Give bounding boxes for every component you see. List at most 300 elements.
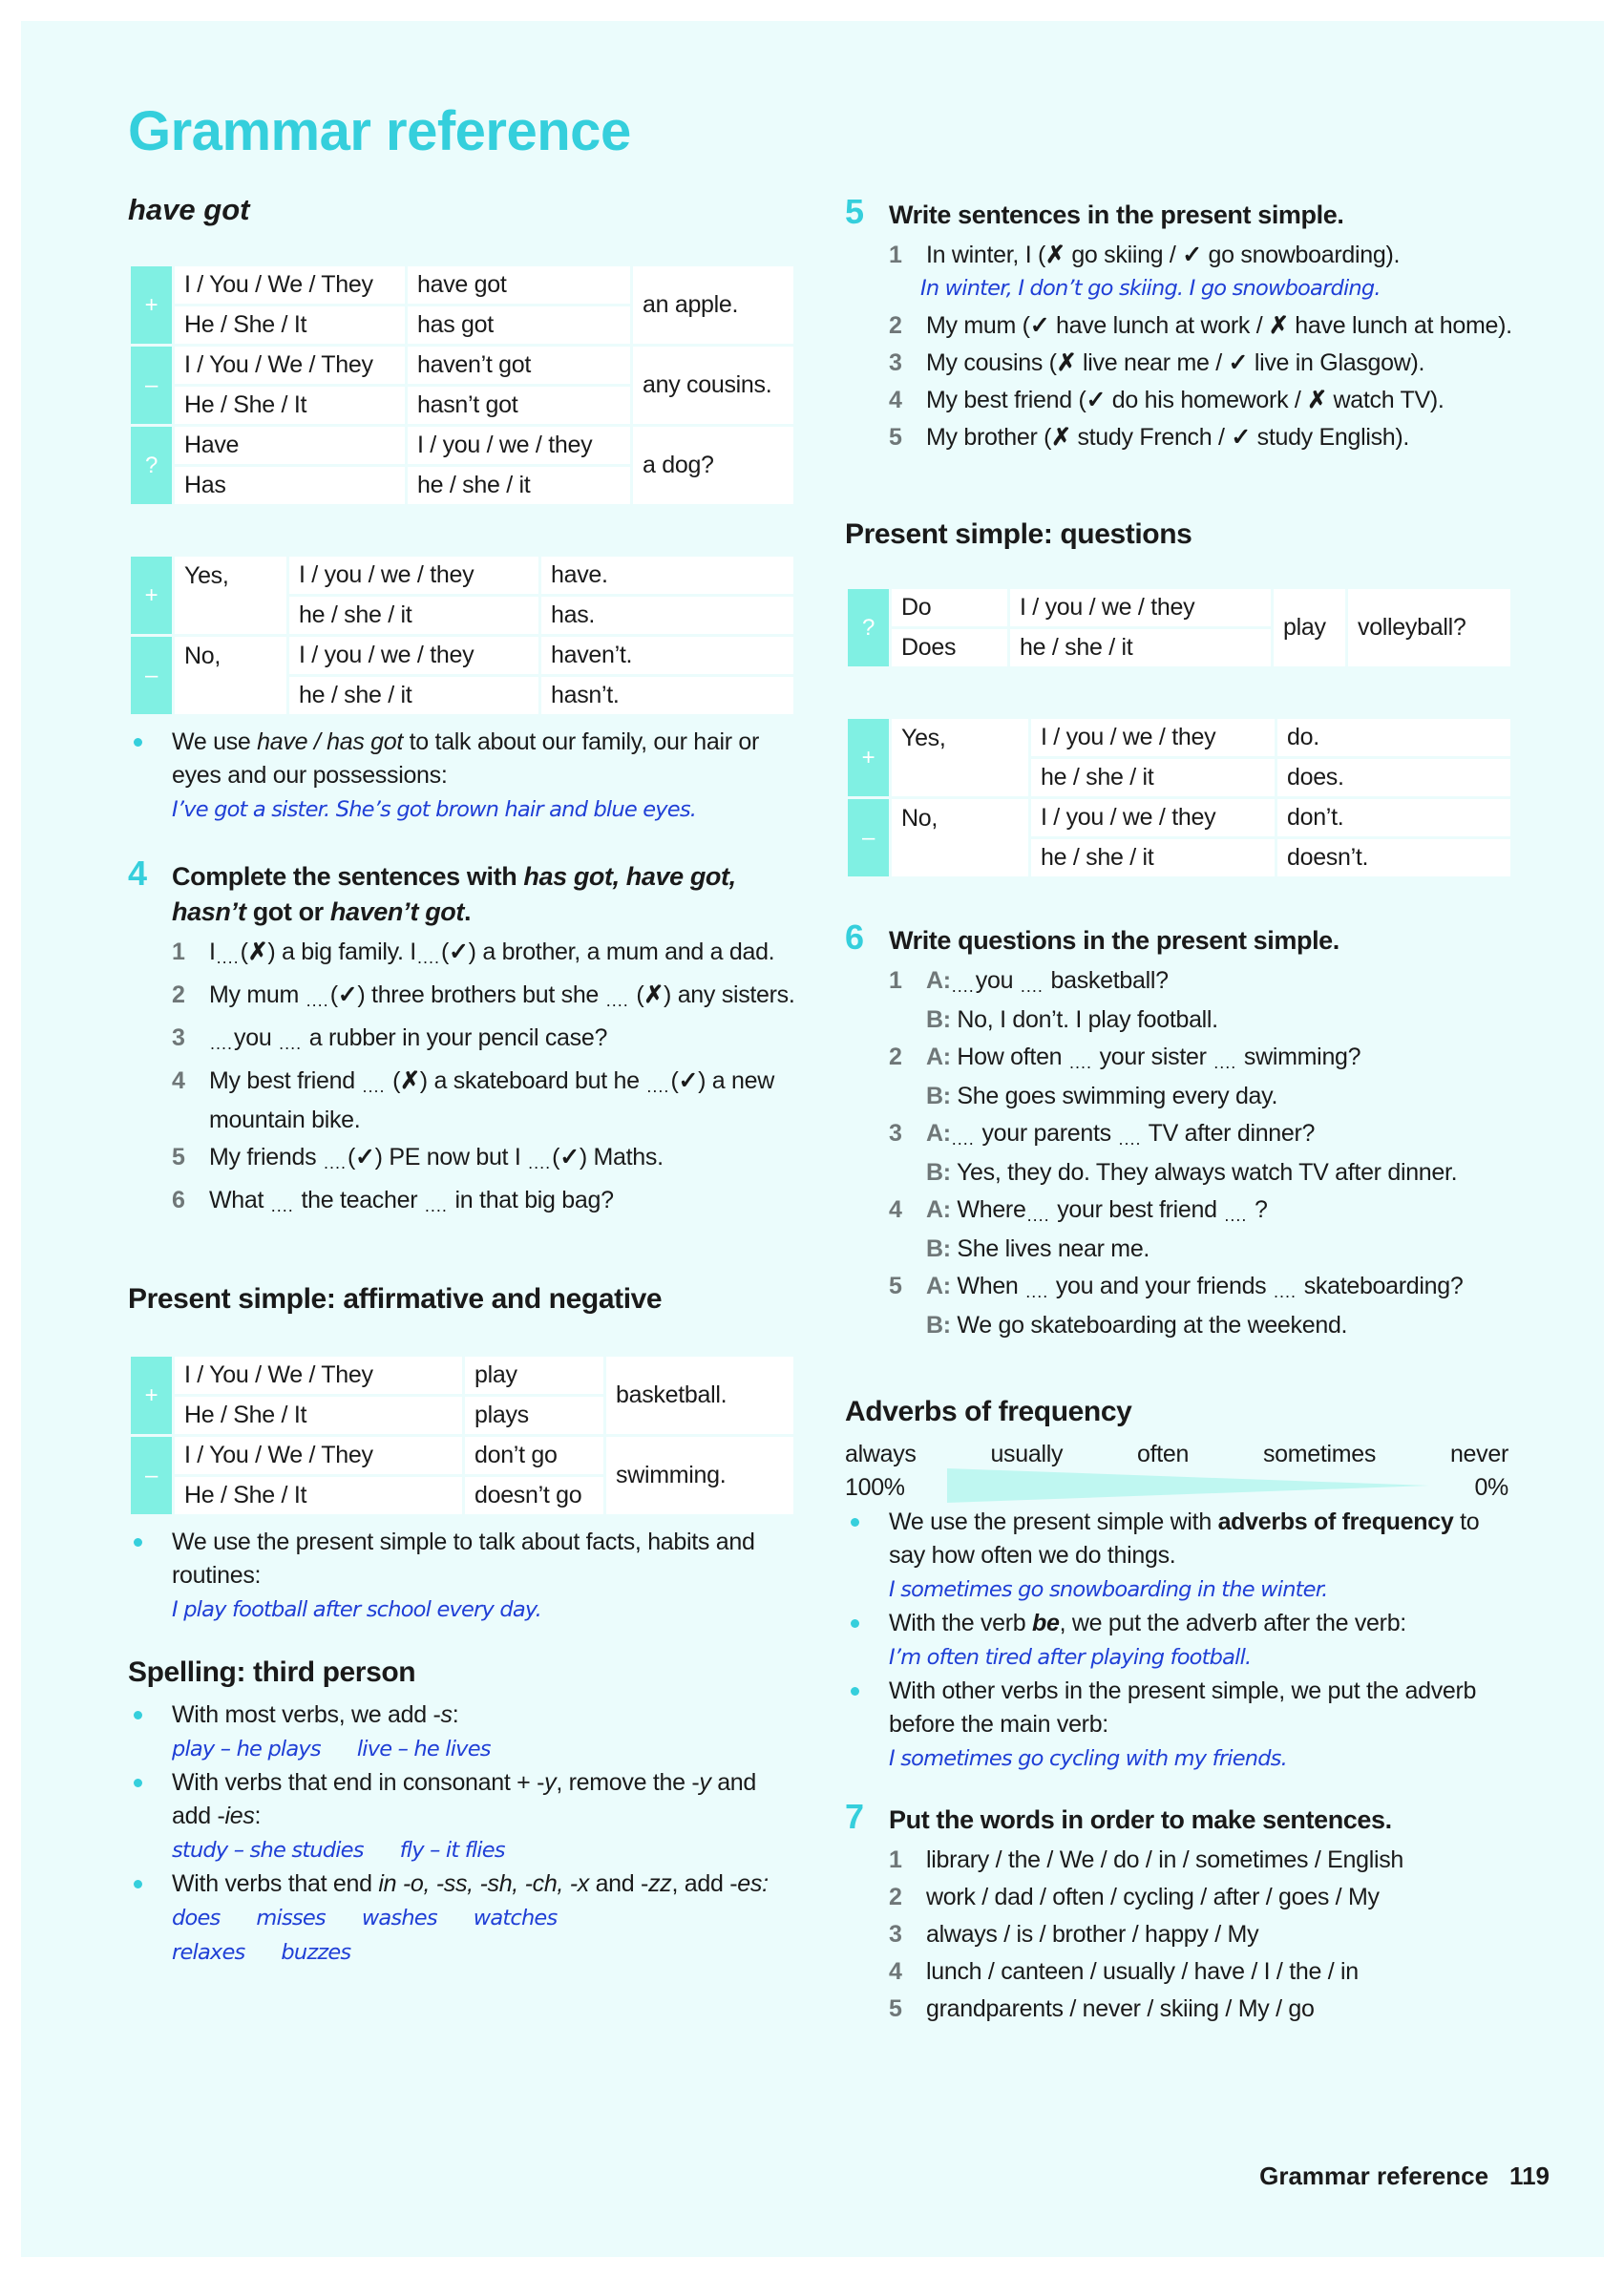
table-cell: Do [891, 588, 1009, 628]
example-text: I’m often tired after playing football. [889, 1645, 1252, 1670]
text-run: We use the present simple to talk about facts, habits and routines: [172, 1529, 755, 1589]
example-text: I’ve got a sister. She’s got brown hair and blue eyes. [172, 797, 697, 822]
text-run: , remove the - [556, 1769, 700, 1796]
exercise-number: 7 [845, 1797, 864, 1836]
tick-cross-mark: ✓ [449, 939, 469, 965]
page-title: Grammar reference [128, 100, 631, 162]
bullet-note [845, 1506, 1513, 1607]
text-run: ) PE now but I [374, 1144, 528, 1171]
text-run: go skiing / [1065, 242, 1183, 268]
exercise-7 [845, 1797, 1513, 2030]
exercise-6 [845, 918, 1513, 1346]
exercise-item [172, 1022, 796, 1061]
text-run: skateboarding? [1297, 1273, 1464, 1299]
item-text [926, 347, 1513, 380]
text-run: I [209, 939, 216, 965]
item-text [209, 1065, 796, 1137]
answer-blank: .... [1068, 1053, 1092, 1072]
exercise-instruction [845, 1797, 1513, 1838]
item-number: 1 [889, 242, 902, 268]
text-run: watch TV). [1326, 387, 1445, 413]
text-run: Write sentences in the present simple. [889, 200, 1344, 229]
table-row [130, 1356, 795, 1396]
text-run: work / dad / often / cycling / after / goes / My [926, 1884, 1380, 1910]
speaker-label: A: [926, 1273, 951, 1299]
text-run: study English). [1250, 424, 1410, 451]
table-row [130, 1436, 795, 1476]
section-heading-spelling: Spelling: third person [128, 1656, 416, 1688]
item-number: 1 [172, 939, 185, 965]
exercise-items [128, 936, 796, 1223]
adverbs-notes [845, 1506, 1513, 1776]
tick-cross-mark: ✓ [1228, 349, 1249, 376]
answer-blank: .... [528, 1153, 552, 1172]
text-run: We use the present simple with [889, 1508, 1218, 1535]
tick-cross-mark: ✗ [643, 981, 664, 1008]
table-cell: Does [891, 628, 1009, 668]
table-row [847, 588, 1512, 628]
tick-cross-mark: ✓ [559, 1144, 580, 1171]
frequency-wedge-graphic [947, 1466, 1434, 1505]
text-run: My mum ( [926, 312, 1030, 339]
table-cell: do. [1276, 718, 1512, 758]
exercise-item [889, 1993, 1513, 2026]
text-run: ) a new mountain bike. [209, 1067, 775, 1133]
bullet-note [128, 1867, 796, 1970]
text-run: got or [245, 897, 330, 926]
table-cell: I / you / we / they [407, 426, 632, 466]
table-cell: He / She / It [174, 1396, 464, 1436]
text-run: to talk about our family, our hair or eyes and our possessions: [172, 728, 760, 789]
page-footer [1259, 2162, 1550, 2191]
item-number: 2 [889, 1884, 902, 1910]
text-run: and - [588, 1870, 649, 1897]
item-text [926, 1918, 1513, 1951]
exercise-item [889, 1881, 1513, 1914]
table-cell: plays [464, 1396, 605, 1436]
text-run: With other verbs in the present simple, we put the adverb before the main verb: [889, 1677, 1477, 1738]
text-run: We use [172, 728, 258, 755]
text-run: ( [347, 1144, 356, 1171]
text-run: My cousins ( [926, 349, 1057, 376]
text-run: ) a skateboard but he [419, 1067, 646, 1094]
answer-blank: .... [1020, 977, 1044, 996]
answer-blank: .... [951, 1129, 975, 1149]
tail-cell: swimming. [605, 1436, 795, 1516]
item-text [926, 309, 1513, 343]
text-run: you [234, 1024, 279, 1051]
text-run: your parents [975, 1120, 1118, 1147]
symbol-cell: – [847, 798, 891, 878]
frequency-wedge [947, 1468, 1429, 1503]
section-heading-questions: Present simple: questions [845, 518, 1192, 550]
exercise-number: 5 [845, 192, 864, 231]
tail-cell: a dog? [632, 426, 795, 506]
text-run: ) a big family. I [267, 939, 416, 965]
table-cell: I / you / we / they [288, 556, 540, 596]
item-text [926, 1993, 1513, 2026]
tick-cross-mark: ✗ [1056, 349, 1077, 376]
exercise-instruction [845, 192, 1513, 233]
answer-blank: .... [951, 977, 975, 996]
speaker-label: A: [926, 1196, 951, 1223]
scale-word-usually: usually [990, 1441, 1064, 1467]
table-cell: hasn’t got [407, 386, 632, 426]
tail-cell: an apple. [632, 265, 795, 346]
item-number: 1 [889, 967, 902, 994]
bold-italic-text: has got, have got, hasn’t [172, 862, 736, 926]
text-run: Put the words in order to make sentences. [889, 1805, 1392, 1834]
speaker-label: B: [926, 1312, 951, 1339]
exercise-number: 6 [845, 918, 864, 957]
footer-label: Grammar reference [1259, 2162, 1489, 2190]
example-line [172, 1901, 796, 1935]
bullet-text [172, 726, 796, 792]
item-number: 5 [889, 1995, 902, 2022]
bullet-text [889, 1675, 1513, 1741]
example-line [172, 1592, 796, 1627]
text-run: , we put the adverb after the verb: [1059, 1610, 1406, 1636]
example-text: buzzes [281, 1940, 351, 1965]
table-row [130, 346, 795, 386]
exercise-instruction [128, 854, 796, 930]
text-run: grandparents / never / skiing / My / go [926, 1995, 1315, 2022]
scale-end-percent: 0% [1474, 1474, 1508, 1501]
text-run: live near me / [1076, 349, 1229, 376]
exercise-number: 4 [128, 854, 147, 893]
text-run: No, I don’t. I play football. [950, 1006, 1218, 1033]
text-run: In winter, I ( [926, 242, 1046, 268]
speaker-label: A: [926, 967, 951, 994]
text-run: When [950, 1273, 1025, 1299]
exercise-item [889, 347, 1513, 380]
text-run: Complete the sentences with [172, 862, 524, 891]
example-text: I play football after school every day. [172, 1597, 541, 1622]
example-text: washes [361, 1906, 437, 1930]
table-cell: he / she / it [288, 596, 540, 636]
table-cell: I / You / We / They [174, 1436, 464, 1476]
item-text [209, 1022, 796, 1061]
item-number: 2 [889, 312, 902, 339]
tick-cross-mark: ✓ [1231, 424, 1251, 451]
answer-blank: .... [1274, 1282, 1297, 1301]
dialogue-line [926, 1270, 1513, 1309]
exercise-4 [128, 854, 796, 1227]
exercise-item [172, 979, 796, 1018]
scale-word-often: often [1137, 1441, 1190, 1467]
tick-cross-mark: ✓ [1086, 387, 1107, 413]
exercise-item [889, 1193, 1513, 1266]
bullet-text [889, 1607, 1513, 1640]
answer-blank: .... [1025, 1282, 1049, 1301]
text-run: always / is / brother / happy / My [926, 1921, 1259, 1948]
speaker-label: A: [926, 1120, 951, 1147]
symbol-cell: + [130, 1356, 174, 1436]
symbol-cell: + [847, 718, 891, 798]
item-number: 2 [172, 981, 185, 1008]
dialogue-line [926, 964, 1513, 1003]
table-row [847, 798, 1512, 838]
bold-italic-text: haven’t got [329, 897, 464, 926]
exercise-item [172, 1065, 796, 1137]
answer-blank: .... [1213, 1053, 1237, 1072]
questions-short-answers-table [845, 716, 1513, 879]
answer-blank: .... [605, 991, 629, 1010]
example-text: I sometimes go cycling with my friends. [889, 1746, 1287, 1771]
example-text: does [172, 1906, 221, 1930]
text-run: do his homework / [1106, 387, 1308, 413]
item-number: 5 [172, 1144, 185, 1171]
answer-blank: .... [424, 1196, 448, 1215]
text-run: My brother ( [926, 424, 1052, 451]
page-number: 119 [1509, 2162, 1550, 2190]
text-run: you [975, 967, 1020, 994]
example-line [889, 1640, 1513, 1675]
text-run: ( [552, 1144, 560, 1171]
italic-text: have / has got [257, 728, 404, 755]
item-number: 1 [889, 1846, 902, 1873]
answer-blank: .... [279, 1034, 303, 1053]
lead-cell: No, [174, 636, 288, 716]
table-cell: have got [407, 265, 632, 306]
answer-blank: .... [210, 1034, 234, 1053]
text-run: a rubber in your pencil case? [303, 1024, 608, 1051]
text-run: the teacher [294, 1187, 424, 1213]
text-run: your best friend [1050, 1196, 1224, 1223]
tick-cross-mark: ✓ [355, 1144, 375, 1171]
example-text: fly – it flies [399, 1838, 505, 1863]
item-number: 4 [172, 1067, 185, 1094]
text-run: What [209, 1187, 270, 1213]
text-run: Where [950, 1196, 1026, 1223]
exercise-item [889, 1270, 1513, 1342]
text-run: and add - [172, 1769, 757, 1829]
table-cell: Have [174, 426, 407, 466]
present-simple-table [128, 1354, 796, 1517]
text-run: With verbs that end [172, 1870, 379, 1897]
item-text [926, 1844, 1513, 1877]
text-run: My best friend ( [926, 387, 1086, 413]
table-cell: has got [407, 306, 632, 346]
table-cell: he / she / it [1030, 758, 1276, 798]
exercise-item [889, 421, 1513, 454]
tail-cell: play [1273, 588, 1347, 668]
speaker-label: B: [926, 1006, 951, 1033]
table-row [130, 426, 795, 466]
tick-cross-mark: ✓ [1029, 312, 1050, 339]
italic-text: s [440, 1701, 453, 1728]
table-row [130, 265, 795, 306]
exercise-item [889, 239, 1513, 306]
table-row [130, 636, 795, 676]
answer-blank: .... [1224, 1206, 1248, 1225]
speaker-label: B: [926, 1235, 951, 1262]
answer-blank: .... [323, 1153, 347, 1172]
text-run: ) Maths. [579, 1144, 664, 1171]
example-answer: In winter, I don’t go skiing. I go snowboarding. [920, 276, 1381, 301]
tick-cross-mark: ✗ [247, 939, 268, 965]
bold-italic-text: be [1032, 1610, 1060, 1636]
text-run: go snowboarding). [1201, 242, 1401, 268]
example-line [889, 1572, 1513, 1607]
have-got-short-answers-table [128, 554, 796, 717]
text-run: She goes swimming every day. [950, 1083, 1278, 1109]
text-run: lunch / canteen / usually / have / I / the / in [926, 1958, 1359, 1985]
speaker-label: A: [926, 1044, 951, 1070]
section-heading-present-simple: Present simple: affirmative and negative [128, 1283, 663, 1315]
bullet-note [128, 1526, 796, 1627]
dialogue-line [926, 1233, 1513, 1266]
symbol-cell: – [130, 636, 174, 716]
item-text [209, 1184, 796, 1223]
bullet-note [128, 1698, 796, 1766]
text-run: With most verbs, we add - [172, 1701, 441, 1728]
answer-blank: .... [1026, 1206, 1050, 1225]
table-cell: I / you / we / they [1030, 798, 1276, 838]
section-heading-adverbs: Adverbs of frequency [845, 1396, 1132, 1427]
text-run: Write questions in the present simple. [889, 926, 1339, 955]
table-cell: He / She / It [174, 386, 407, 426]
table-cell: have. [540, 556, 795, 596]
item-number: 5 [889, 1273, 902, 1299]
table-cell: I / You / We / They [174, 265, 407, 306]
dialogue-line [926, 1080, 1513, 1113]
bold-text: adverbs of frequency [1217, 1508, 1454, 1535]
table-cell: don’t. [1276, 798, 1512, 838]
exercise-items [845, 239, 1513, 454]
text-run: ) any sisters. [664, 981, 795, 1008]
text-run: have lunch at home). [1288, 312, 1512, 339]
text-run: My friends [209, 1144, 323, 1171]
table-cell: He / She / It [174, 306, 407, 346]
exercise-item [889, 1041, 1513, 1113]
item-number: 2 [889, 1044, 902, 1070]
text-run: : [452, 1701, 459, 1728]
text-run: ( [440, 939, 449, 965]
item-number: 4 [889, 387, 902, 413]
table-cell: don’t go [464, 1436, 605, 1476]
text-run: study French / [1070, 424, 1232, 451]
tick-cross-mark: ✗ [1307, 387, 1327, 413]
exercise-item [172, 1141, 796, 1180]
answer-blank: .... [646, 1077, 670, 1096]
text-run: ) a brother, a mum and a dad. [468, 939, 775, 965]
symbol-cell: + [130, 265, 174, 346]
tail-cell: volleyball? [1347, 588, 1512, 668]
present-simple-notes [128, 1526, 796, 1627]
italic-text: zz [648, 1870, 672, 1897]
text-run: basketball? [1044, 967, 1169, 994]
table-cell: I / you / we / they [1009, 588, 1273, 628]
text-run: ( [386, 1067, 401, 1094]
text-run: How often [950, 1044, 1068, 1070]
scale-start-percent: 100% [845, 1474, 905, 1501]
lead-cell: Yes, [891, 718, 1030, 798]
text-run: have lunch at work / [1049, 312, 1269, 339]
symbol-cell: – [130, 1436, 174, 1516]
text-run: TV after dinner? [1142, 1120, 1316, 1147]
text-run: library / the / We / do / in / sometimes / English [926, 1846, 1404, 1873]
item-text [209, 936, 796, 975]
example-line [172, 1833, 796, 1867]
text-run: With verbs that end in consonant + - [172, 1769, 545, 1796]
bullet-note [128, 726, 796, 827]
dialogue-line [926, 1041, 1513, 1080]
dialogue-line [926, 1117, 1513, 1156]
bullet-text [172, 1526, 796, 1592]
table-row [130, 556, 795, 596]
symbol-cell: – [130, 346, 174, 426]
bullet-text [172, 1867, 796, 1901]
item-number: 3 [172, 1024, 185, 1051]
scale-word-never: never [1449, 1441, 1508, 1467]
example-text: watches [473, 1906, 558, 1930]
item-number: 5 [889, 424, 902, 451]
item-text [209, 979, 796, 1018]
table-cell: he / she / it [1009, 628, 1273, 668]
italic-text: es: [737, 1870, 769, 1897]
example-line [889, 1741, 1513, 1776]
table-cell: he / she / it [407, 466, 632, 506]
exercise-instruction [845, 918, 1513, 959]
bullet-note [128, 1766, 796, 1867]
exercise-item [889, 384, 1513, 417]
exercise-item [172, 936, 796, 975]
dialogue-line [926, 1156, 1513, 1190]
exercise-5 [845, 192, 1513, 458]
answer-blank: .... [270, 1196, 294, 1215]
text-run: : [254, 1803, 262, 1829]
text-run: . [463, 897, 472, 926]
example-line [172, 1935, 796, 1970]
table-cell: play [464, 1356, 605, 1396]
text-run: to say how often we do things. [889, 1508, 1480, 1569]
text-run: She lives near me. [950, 1235, 1150, 1262]
tick-cross-mark: ✗ [1045, 242, 1065, 268]
answer-blank: .... [362, 1077, 386, 1096]
table-cell: haven’t. [540, 636, 795, 676]
table-cell: he / she / it [1030, 838, 1276, 878]
lead-cell: Yes, [174, 556, 288, 636]
exercise-item [889, 1918, 1513, 1951]
tick-cross-mark: ✗ [400, 1067, 420, 1094]
text-run: swimming? [1237, 1044, 1361, 1070]
text-run: ( [629, 981, 644, 1008]
item-text [926, 384, 1513, 417]
symbol-cell: ? [847, 588, 891, 668]
table-cell: I / you / we / they [288, 636, 540, 676]
text-run: ( [670, 1067, 679, 1094]
table-cell: doesn’t. [1276, 838, 1512, 878]
bullet-text [172, 1698, 796, 1732]
italic-text: in -o, -ss, -sh, -ch, -x [378, 1870, 589, 1897]
exercise-item [889, 309, 1513, 343]
text-run: in that big bag? [448, 1187, 614, 1213]
have-got-table [128, 264, 796, 507]
tick-cross-mark: ✓ [1182, 242, 1202, 268]
exercise-items [845, 1844, 1513, 2026]
example-text: relaxes [172, 1940, 245, 1965]
answer-blank: .... [306, 991, 329, 1010]
item-number: 4 [889, 1958, 902, 1985]
exercise-item [889, 1955, 1513, 1989]
lead-cell: No, [891, 798, 1030, 878]
item-number: 4 [889, 1196, 902, 1223]
example-text: play – he plays [172, 1737, 321, 1761]
item-text [926, 421, 1513, 454]
italic-text: ies [224, 1803, 255, 1829]
exercise-item [172, 1184, 796, 1223]
